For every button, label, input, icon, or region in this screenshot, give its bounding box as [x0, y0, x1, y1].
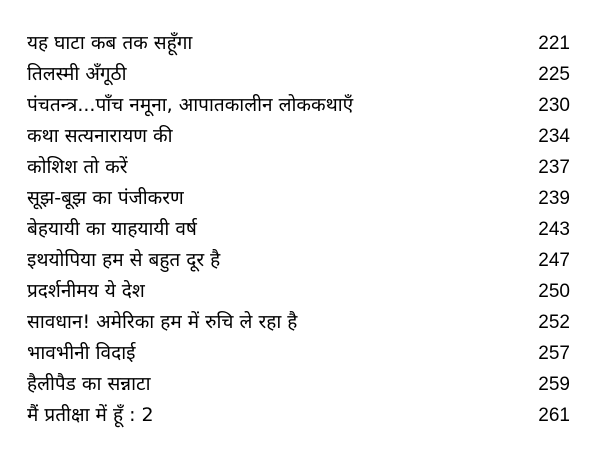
table-of-contents	[27, 28, 570, 431]
toc-entry-title: सूझ-बूझ का पंजीकरण	[27, 187, 184, 209]
toc-entry-page-number: 239	[538, 188, 570, 209]
toc-entry	[27, 183, 570, 214]
toc-entry-page-number: 230	[538, 95, 570, 116]
toc-entry-title: कोशिश तो करें	[27, 156, 128, 178]
toc-entry	[27, 369, 570, 400]
toc-entry-title: प्रदर्शनीमय ये देश	[27, 280, 145, 302]
toc-entry-page-number: 250	[538, 281, 570, 302]
toc-entry	[27, 28, 570, 59]
toc-entry	[27, 59, 570, 90]
toc-entry-title: इथयोपिया हम से बहुत दूर है	[27, 249, 221, 271]
toc-entry	[27, 152, 570, 183]
toc-entry-title: तिलस्मी अँगूठी	[27, 63, 127, 85]
toc-entry	[27, 276, 570, 307]
toc-entry-title: सावधान! अमेरिका हम में रुचि ले रहा है	[27, 311, 298, 333]
toc-entry-page-number: 225	[538, 64, 570, 85]
toc-entry	[27, 307, 570, 338]
toc-entry-title: हैलीपैड का सन्नाटा	[27, 373, 151, 395]
toc-entry-title: यह घाटा कब तक सहूँगा	[27, 32, 193, 54]
toc-entry-page-number: 261	[538, 405, 570, 426]
toc-entry-title: मैं प्रतीक्षा में हूँ : 2	[27, 404, 154, 426]
toc-entry-title: पंचतन्त्र...पाँच नमूना, आपातकालीन लोककथाएँ	[27, 94, 354, 116]
toc-entry	[27, 214, 570, 245]
toc-entry-page-number: 259	[538, 374, 570, 395]
toc-entry-title: भावभीनी विदाई	[27, 342, 136, 364]
toc-entry-page-number: 252	[538, 312, 570, 333]
toc-entry-page-number: 234	[538, 126, 570, 147]
toc-entry-page-number: 221	[538, 33, 570, 54]
toc-entry	[27, 121, 570, 152]
toc-entry	[27, 90, 570, 121]
toc-entry-page-number: 243	[538, 219, 570, 240]
toc-entry	[27, 338, 570, 369]
toc-entry-page-number: 247	[538, 250, 570, 271]
toc-entry-title: कथा सत्यनारायण की	[27, 125, 173, 147]
toc-entry-page-number: 237	[538, 157, 570, 178]
toc-entry	[27, 245, 570, 276]
toc-entry-page-number: 257	[538, 343, 570, 364]
toc-entry	[27, 400, 570, 431]
toc-entry-title: बेहयायी का याहयायी वर्ष	[27, 218, 197, 240]
